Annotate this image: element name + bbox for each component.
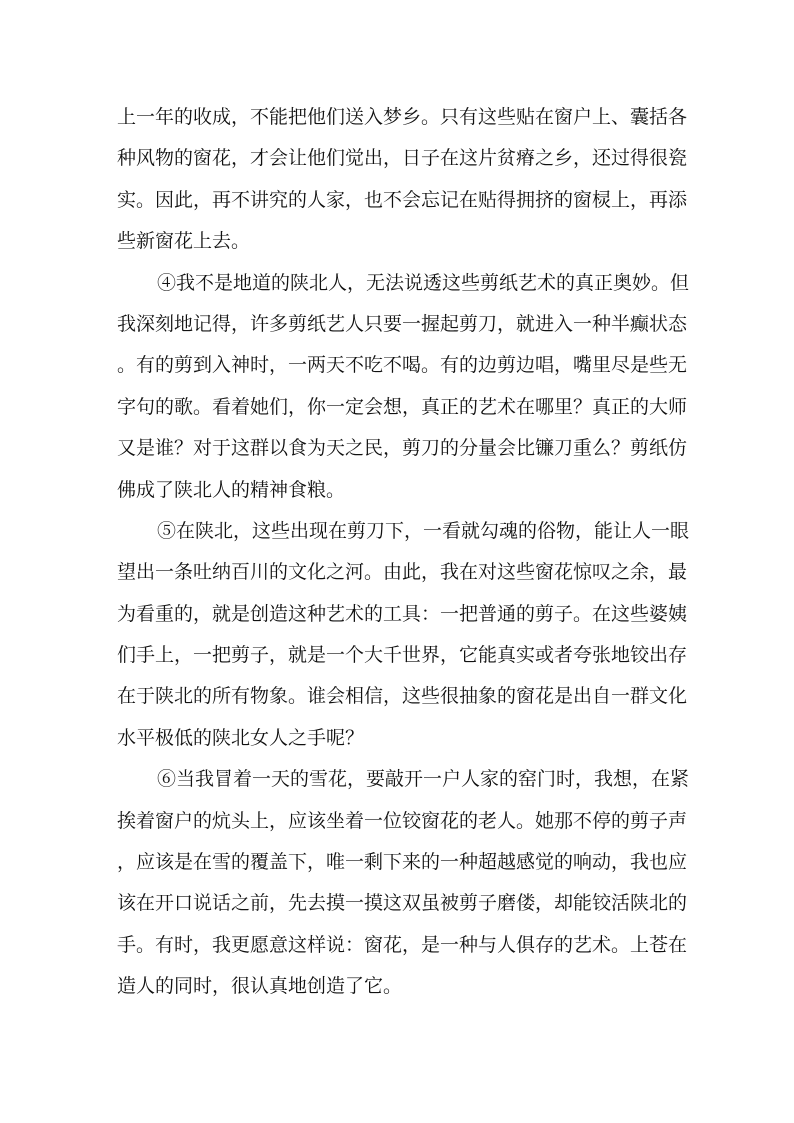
text-line: 造人的同时，很认真地创造了它。 <box>117 975 403 998</box>
text-line: 种风物的窗花，才会让他们觉出，日子在这片贫瘠之乡，还过得很瓷 <box>117 147 688 170</box>
text-line: ，应该是在雪的覆盖下，唯一剩下来的一种超越感觉的响动，我也应 <box>117 851 688 874</box>
text-line: ⑤在陕北，这些出现在剪刀下，一看就勾魂的俗物，能让人一眼 <box>157 519 690 542</box>
text-line: 我深刻地记得，许多剪纸艺人只要一握起剪刀，就进入一种半癫状态 <box>117 312 688 335</box>
text-line: ⑥当我冒着一天的雪花，要敲开一户人家的窑门时，我想，在紧 <box>157 768 690 791</box>
text-line: 水平极低的陕北女人之手呢？ <box>117 726 365 749</box>
paragraph-4 <box>117 263 690 511</box>
text-line: 上一年的收成，不能把他们送入梦乡。只有这些贴在窗户上、囊括各 <box>117 106 688 128</box>
paragraph-5 <box>117 511 690 759</box>
text-line: 又是谁？对于这群以食为天之民，剪刀的分量会比镰刀重么？剪纸仿 <box>117 437 688 460</box>
text-line: 在于陕北的所有物象。谁会相信，这些很抽象的窗花是出自一群文化 <box>117 685 688 708</box>
text-line: 该在开口说话之前，先去摸一摸这双虽被剪子磨偻，却能铰活陕北的 <box>117 892 688 915</box>
text-line: 为看重的，就是创造这种艺术的工具：一把普通的剪子。在这些婆姨 <box>117 602 688 625</box>
text-line: ④我不是地道的陕北人，无法说透这些剪纸艺术的真正奥妙。但 <box>157 271 690 294</box>
text-line: 。有的剪到入神时，一两天不吃不喝。有的边剪边唱，嘴里尽是些无 <box>117 354 688 377</box>
text-line: 些新窗花上去。 <box>117 230 251 253</box>
paragraph-3-continued <box>117 97 688 263</box>
text-line: 实。因此，再不讲究的人家，也不会忘记在贴得拥挤的窗棂上，再添 <box>117 188 688 211</box>
text-line: 挨着窗户的炕头上，应该坐着一位铰窗花的老人。她那不停的剪子声 <box>117 809 688 832</box>
text-line: 们手上，一把剪子，就是一个大千世界，它能真实或者夸张地铰出存 <box>117 644 688 667</box>
text-line: 佛成了陕北人的精神食粮。 <box>117 478 346 501</box>
document-page <box>117 97 690 1008</box>
text-line: 手。有时，我更愿意这样说：窗花，是一种与人俱存的艺术。上苍在 <box>117 933 688 956</box>
paragraph-6 <box>117 759 690 1007</box>
text-line: 字句的歌。看着她们，你一定会想，真正的艺术在哪里？真正的大师 <box>117 395 688 418</box>
text-line: 望出一条吐纳百川的文化之河。由此，我在对这些窗花惊叹之余，最 <box>117 561 688 584</box>
